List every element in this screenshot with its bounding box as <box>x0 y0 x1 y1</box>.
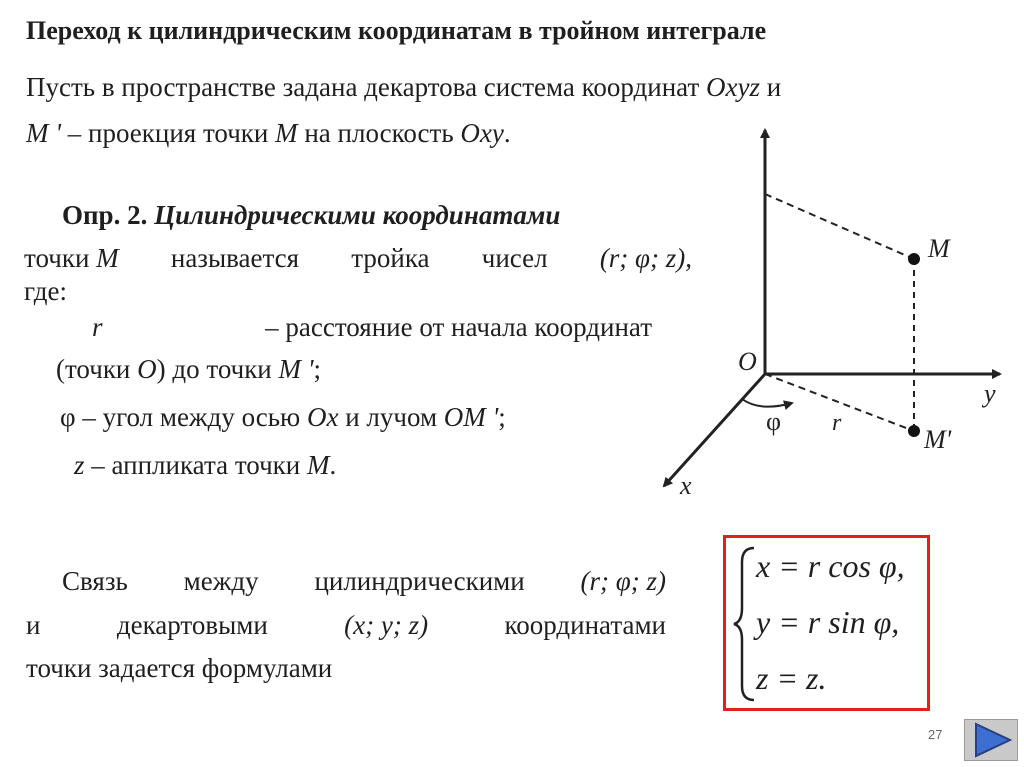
relation-line-3: точки задается формулами <box>26 653 333 683</box>
intro-line-1 <box>26 72 781 103</box>
label-y: y <box>984 379 996 408</box>
rel-word: Связь <box>62 566 128 596</box>
item-phi <box>60 402 506 433</box>
item-text: ; <box>498 402 506 432</box>
cylindrical-diagram <box>640 112 1020 512</box>
def-triple: (r; φ; z), <box>599 243 692 273</box>
item-text: ; <box>313 354 322 384</box>
item-r <box>92 312 652 343</box>
formula-z: z = z. <box>756 660 827 696</box>
item-text: и лучом <box>338 402 444 432</box>
next-slide-button[interactable] <box>964 719 1018 761</box>
point-mp: M ' <box>278 354 314 384</box>
system-name: Oxyz <box>706 72 760 102</box>
rel-word: цилиндрическими <box>314 566 525 596</box>
intro-line-2 <box>26 118 511 149</box>
relation-line-2 <box>26 610 666 641</box>
ray-om: OM ' <box>443 402 499 432</box>
x-axis <box>664 374 765 486</box>
label-x: x <box>680 471 692 500</box>
def-word: называется <box>170 243 300 273</box>
point-m-dot <box>908 253 920 265</box>
rel-triple: (r; φ; z) <box>580 566 666 596</box>
symbol-z: z <box>74 450 85 480</box>
formula-y: y = r sin φ, <box>756 604 900 640</box>
relation-row-2 <box>26 610 666 641</box>
definition-term: Цилиндрическими координатами <box>154 200 561 230</box>
label-m: M <box>928 234 950 263</box>
formula-x: x = r cos φ, <box>756 548 905 584</box>
item-r-text: – расстояние от начала координат <box>265 312 652 342</box>
item-r-line-2 <box>56 354 321 385</box>
rel-triple: (x; y; z) <box>344 610 429 640</box>
point-m: M <box>275 118 298 148</box>
item-text: ) до точки <box>156 354 279 384</box>
definition-row <box>24 243 692 274</box>
symbol-r: r <box>92 312 103 342</box>
page-number: 27 <box>928 727 943 742</box>
point-m: M <box>306 450 330 480</box>
definition-label: Опр. 2. <box>62 200 148 230</box>
play-triangle-icon <box>965 720 1017 760</box>
formula-box <box>723 535 930 711</box>
item-text: φ – угол между осью <box>60 402 307 432</box>
point-mp-dot <box>908 425 920 437</box>
def-word-text: точки <box>24 243 97 273</box>
label-o: O <box>738 347 757 376</box>
intro-text-3: на плоскость <box>297 118 461 148</box>
label-r: r <box>832 410 842 436</box>
definition-body <box>24 243 692 307</box>
label-mp: M' <box>924 425 952 454</box>
item-r-row <box>92 312 652 343</box>
label-phi: φ <box>766 407 782 436</box>
rel-word: и <box>26 610 41 640</box>
item-text: – аппликата точки <box>84 450 307 480</box>
rel-word: между <box>183 566 259 596</box>
intro-text: Пусть в пространстве задана декартова система координат <box>26 72 706 102</box>
def-word: чисел <box>481 243 548 273</box>
item-text: . <box>329 450 337 480</box>
slide-title: Переход к цилиндрическим координатам в тройном интеграле <box>26 16 767 45</box>
intro-text-2: – проекция точки <box>61 118 276 148</box>
definition-where: где: <box>24 276 67 306</box>
plane-name: Oxy <box>460 118 504 148</box>
relation-line-1 <box>62 566 666 597</box>
item-z <box>74 450 336 481</box>
def-word <box>24 243 119 274</box>
intro-and: и <box>759 72 782 102</box>
definition-heading <box>62 200 560 231</box>
axis-ox: Ox <box>306 402 339 432</box>
point-o: O <box>137 354 157 384</box>
item-text: (точки <box>56 354 138 384</box>
def-word: тройка <box>351 243 430 273</box>
dashed-z-to-m <box>765 194 914 259</box>
def-point-m: M <box>96 243 119 273</box>
rel-word: декартовыми <box>116 610 268 640</box>
rel-word: координатами <box>504 610 666 640</box>
angle-arc <box>742 399 792 407</box>
relation-row-1 <box>62 566 666 597</box>
intro-dot: . <box>503 118 511 148</box>
point-mp: M ' <box>26 118 62 148</box>
